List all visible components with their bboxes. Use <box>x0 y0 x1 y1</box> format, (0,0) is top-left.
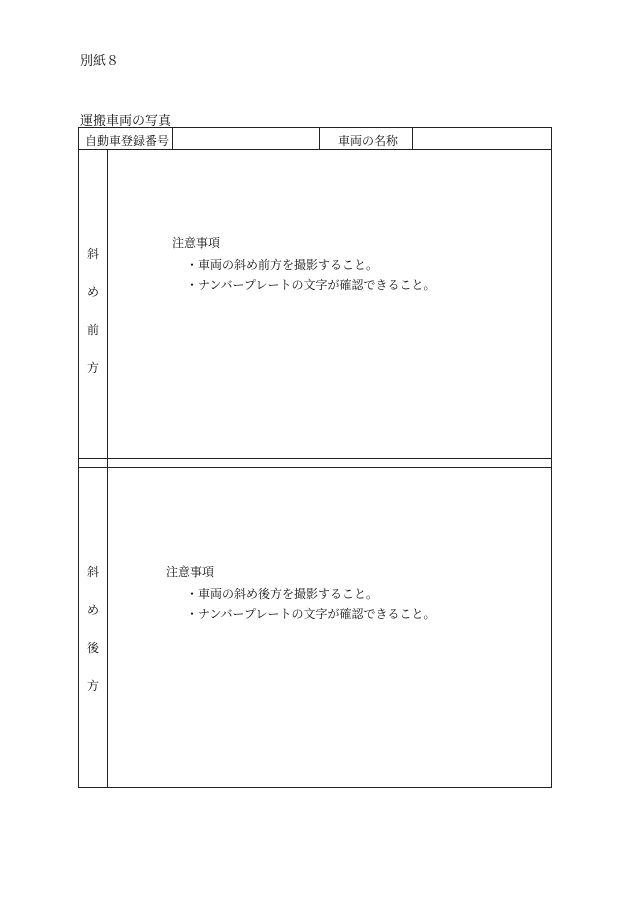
header-divider-2 <box>319 128 320 149</box>
rear-note-item: ・車両の斜め後方を撮影すること。 <box>186 587 379 601</box>
front-side-label <box>79 247 107 399</box>
vehicle-name-label: 車両の名称 <box>338 134 399 148</box>
rear-photo-notes <box>166 562 435 624</box>
front-section-bottom <box>79 458 551 459</box>
side-column-divider <box>107 149 108 787</box>
rear-side-char: 後 <box>86 641 99 655</box>
rear-side-label <box>79 565 107 717</box>
document-title: 運搬車両の写真 <box>80 114 172 129</box>
front-note-item: ・ナンバープレートの文字が確認できること。 <box>186 278 436 292</box>
front-side-char: 方 <box>86 361 99 375</box>
registration-number-label: 自動車登録番号 <box>85 134 170 148</box>
front-side-char: 斜 <box>86 247 99 261</box>
front-note-item: ・車両の斜め前方を撮影すること。 <box>186 258 379 272</box>
rear-side-char: 斜 <box>86 565 99 579</box>
rear-side-char: め <box>86 603 99 617</box>
front-side-char: 前 <box>86 323 99 337</box>
vehicle-photo-table <box>78 127 552 788</box>
rear-note-item: ・ナンバープレートの文字が確認できること。 <box>186 607 436 621</box>
front-photo-notes <box>172 233 435 295</box>
header-divider-3 <box>412 128 413 149</box>
front-side-char: め <box>86 285 99 299</box>
rear-side-char: 方 <box>86 679 99 693</box>
document-id: 別紙８ <box>80 54 120 69</box>
rear-notes-heading: 注意事項 <box>166 565 215 579</box>
front-notes-heading: 注意事項 <box>172 236 221 250</box>
header-divider-1 <box>172 128 173 149</box>
rear-section-top <box>79 467 551 468</box>
header-row-divider <box>79 149 551 150</box>
